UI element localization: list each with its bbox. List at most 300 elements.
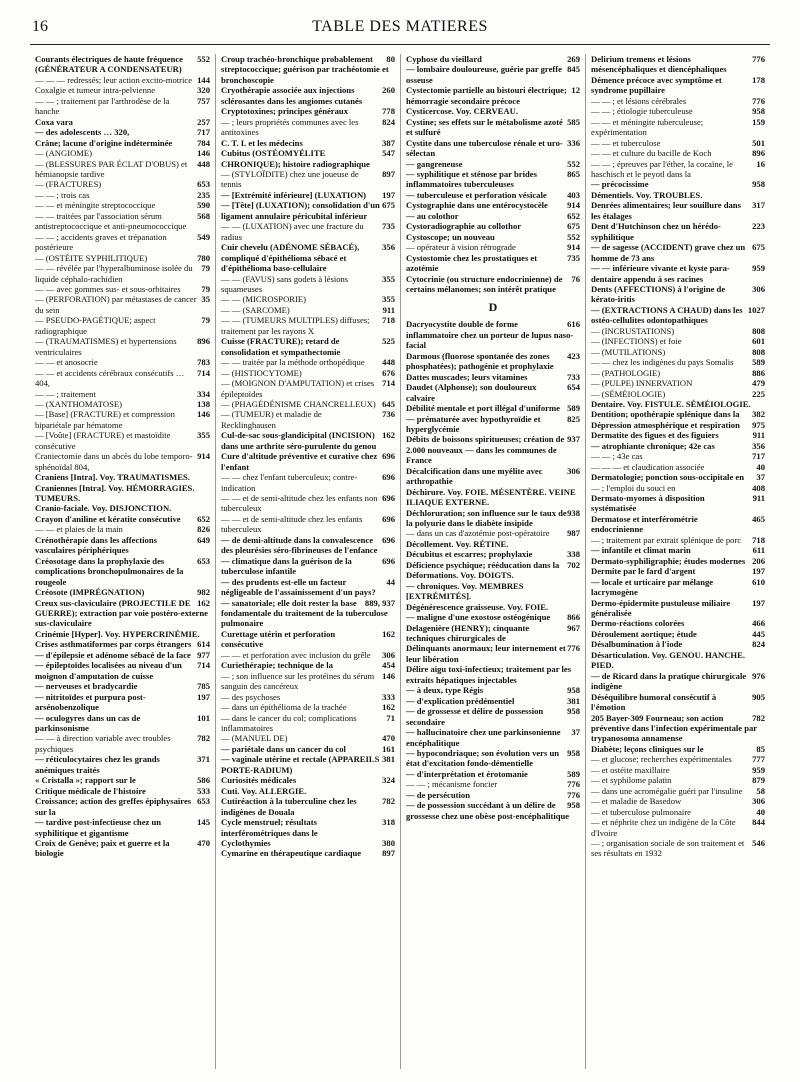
entry-page: 911 — [382, 304, 395, 315]
entry-page: 653 — [197, 796, 210, 807]
entry-page: 501 — [752, 137, 765, 148]
entry-page: 58 — [756, 785, 765, 796]
index-entry — [221, 692, 395, 702]
entry-text: 205 Bayer-309 Fourneau; son action préventive dans l'infection expérimentale par trypanosoma annamense — [591, 712, 757, 744]
index-entry — [406, 64, 580, 85]
entry-page: 959 — [752, 263, 765, 274]
index-entry — [221, 577, 395, 598]
index-entry — [406, 508, 580, 529]
entry-text: — (INFECTIONS) et foie — [591, 336, 682, 347]
index-entry — [221, 733, 395, 743]
entry-text: Dermatose et interférométrie endocrinienne — [591, 513, 698, 535]
entry-page: 101 — [197, 712, 210, 723]
index-entry — [35, 681, 210, 691]
entry-text: — des psychoses — [221, 691, 281, 702]
index-entry — [221, 754, 395, 775]
index-entry — [406, 664, 580, 685]
entry-page: 257 — [197, 116, 210, 127]
index-entry — [35, 263, 210, 284]
index-entry — [221, 190, 395, 200]
entry-text: Darmous (fluorose spontanée des zones phosphatées); pathogénie et prophylaxie — [406, 350, 554, 372]
index-entry — [406, 779, 580, 789]
entry-text: — infantile et climat marin — [591, 545, 691, 556]
entry-text: — — et anosocrie — [35, 357, 98, 368]
entry-page: 736 — [382, 409, 395, 420]
entry-text: Croup trachéo-bronchique probablement streptococcique; guérison par trachéotomie et bronchoscopie — [221, 54, 389, 85]
entry-page: 146 — [197, 148, 210, 159]
index-entry — [35, 368, 210, 389]
entry-text: — et glucose; recherches expérimentales — [591, 754, 732, 765]
index-entry — [221, 796, 395, 817]
entry-page: 235 — [197, 189, 210, 200]
entry-text: C. T. I. et les médecins — [221, 137, 303, 148]
entry-text: — précocissime — [591, 179, 649, 190]
entry-text: — locale et urticaire par mélange lacrymogène — [591, 576, 714, 598]
entry-page: 589 — [567, 403, 580, 414]
index-entry — [35, 190, 210, 200]
entry-page: 653 — [197, 555, 210, 566]
entry-text: — — ; traitement — [35, 388, 96, 399]
index-entry — [591, 493, 765, 514]
entry-page: 138 — [197, 398, 210, 409]
entry-page: 590 — [197, 200, 210, 211]
index-column-4 — [585, 54, 770, 1069]
index-entry — [591, 618, 765, 628]
index-entry — [591, 399, 765, 409]
index-entry — [35, 409, 210, 430]
entry-text: Débilité mentale et port illégal d'uniforme — [406, 403, 560, 414]
entry-page: 717 — [197, 127, 210, 138]
index-entry — [35, 85, 210, 95]
index-entry — [35, 148, 210, 158]
index-entry — [35, 451, 210, 472]
entry-text: Curettage utérin et perforation consécutive — [221, 628, 336, 650]
entry-text: — [Voûte] (FRACTURE) et mastoïdite consécutive — [35, 430, 171, 451]
entry-page: 982 — [197, 587, 210, 598]
entry-text: — gangreneuse — [406, 158, 463, 169]
entry-page: 616 — [567, 319, 580, 330]
index-entry — [406, 85, 580, 106]
index-entry — [406, 602, 580, 612]
entry-text: — — et plaies de la main — [35, 524, 123, 535]
entry-text: Curiosités médicales — [221, 775, 297, 786]
index-entry — [35, 75, 210, 85]
index-entry — [35, 483, 210, 504]
index-entry — [406, 706, 580, 727]
entry-text: — et maladie de Basedow — [591, 796, 682, 807]
entry-text: — ; traitement par extrait splénique de porc — [591, 534, 742, 545]
index-entry — [35, 639, 210, 649]
entry-text: — — ; trois cas — [35, 189, 90, 200]
entry-page: 696 — [382, 534, 395, 545]
entry-page: 776 — [567, 779, 580, 790]
entry-page: 454 — [382, 660, 395, 671]
entry-text: Dattes muscades; leurs vitamines — [406, 371, 528, 382]
entry-page: 717 — [752, 451, 765, 462]
entry-text: Cure d'altitude préventive et curative chez l'enfant — [221, 451, 378, 472]
entry-page: 324 — [382, 775, 395, 786]
entry-page: 652 — [567, 210, 580, 221]
entry-text: — (STYLOÏDITE) chez une joueuse de tennis — [221, 168, 359, 190]
entry-text: — climatique dans la guérison de la tuberculose infantile — [221, 555, 352, 577]
entry-text: Cystine; ses effets sur le métabolisme azoté et sulfuré — [406, 116, 563, 138]
index-entry — [35, 713, 210, 734]
entry-text: — ; l'emploi du souci en — [591, 482, 676, 493]
entry-page: 782 — [752, 712, 765, 723]
entry-page: 911 — [752, 430, 765, 441]
entry-text: Dacryocystite double de forme inflammatoire chez un porteur de lupus naso-facial — [406, 319, 574, 351]
entry-text: Cymarine en thérapeutique cardiaque — [221, 848, 362, 859]
entry-page: 696 — [382, 555, 395, 566]
index-entry — [406, 487, 580, 508]
index-entry — [221, 169, 395, 190]
index-entry — [221, 106, 395, 116]
entry-page: 914 — [197, 451, 210, 462]
entry-page: 162 — [382, 628, 395, 639]
index-entry — [591, 639, 765, 649]
entry-text: — (SÉMÉIOLOGIE) — [591, 388, 666, 399]
index-entry — [406, 159, 580, 169]
entry-page: 333 — [382, 691, 395, 702]
entry-page: 144 — [197, 74, 210, 85]
index-entry — [591, 263, 765, 284]
entry-text: Créosote (IMPRÉGNATION) — [35, 587, 145, 598]
entry-page: 675 — [382, 200, 395, 211]
entry-text: — [Tête] (LUXATION); consolidation d'un ligament annulaire péricubital inférieur — [221, 200, 380, 221]
entry-text: — (HISTIOCYTOME) — [221, 367, 302, 378]
entry-text: — (FRACTURES) — [35, 179, 102, 190]
entry-text: Crayon d'aniline et kératite consécutive — [35, 513, 181, 524]
entry-text: — — et méningite streptococcique — [35, 200, 156, 211]
index-entry — [35, 650, 210, 660]
entry-text: — nerveuses et bradycardie — [35, 681, 138, 692]
entry-page: 40 — [756, 806, 765, 817]
entry-page: 525 — [382, 336, 395, 347]
index-entry — [221, 221, 395, 242]
entry-page: 470 — [382, 733, 395, 744]
index-entry — [591, 566, 765, 576]
entry-page: 958 — [752, 106, 765, 117]
entry-page: 162 — [382, 702, 395, 713]
entry-text: — de sagesse (ACCIDENT) grave chez un homme de 73 ans — [591, 242, 746, 263]
index-entry — [35, 629, 210, 639]
entry-text: — et ostéite maxillaire — [591, 764, 670, 775]
entry-text: — — (SARCOME) — [221, 304, 290, 315]
index-entry — [221, 598, 395, 629]
index-entry — [35, 692, 210, 713]
entry-page: 470 — [197, 837, 210, 848]
entry-page: 547 — [382, 148, 395, 159]
entry-text: — (TUMEUR) et maladie de Recklinghausen — [221, 409, 322, 430]
index-entry — [221, 274, 395, 295]
entry-text: — — (MICROSPORIE) — [221, 294, 306, 305]
page-title: TABLE DES MATIERES — [312, 18, 488, 35]
entry-text: Cycle menstruel; résultats interférométriques dans le — [221, 817, 318, 838]
index-entry — [35, 733, 210, 754]
index-entry — [221, 378, 395, 399]
index-entry — [591, 242, 765, 263]
entry-page: 387 — [382, 137, 395, 148]
entry-page: 958 — [567, 800, 580, 811]
index-entry — [406, 138, 580, 159]
entry-text: — (INCRUSTATIONS) — [591, 325, 675, 336]
index-entry — [35, 838, 210, 859]
entry-page: 356 — [382, 242, 395, 253]
index-entry — [591, 54, 765, 75]
entry-page: 408 — [752, 482, 765, 493]
entry-page: 71 — [386, 712, 395, 723]
entry-page: 844 — [752, 817, 765, 828]
index-entry — [35, 399, 210, 409]
entry-text: — d'explication prédémentiel — [406, 695, 515, 706]
entry-page: 178 — [752, 74, 765, 85]
index-entry — [35, 357, 210, 367]
entry-text: Déchirure. Voy. FOIE. MÉSENTÈRE. VEINE ILIAQUE EXTERNE. — [406, 486, 576, 508]
index-entry — [591, 744, 765, 754]
index-entry — [406, 643, 580, 664]
index-column-2 — [215, 54, 400, 1069]
index-entry — [406, 570, 580, 580]
entry-text: Décalcification dans une myélite avec arthropathie — [406, 465, 543, 487]
entry-page: 552 — [567, 231, 580, 242]
entry-text: Craniectomie dans un abcès du lobe temporo-sphénoïdal 804, — [35, 451, 193, 472]
entry-text: — chroniques. Voy. MEMBRES [EXTRÉMITÉS]. — [406, 580, 524, 602]
entry-text: — ; organisation sociale de son traitement et ses résultats en 1932 — [591, 837, 745, 859]
entry-text: — au colothor — [406, 210, 459, 221]
entry-text: Cystoradiographie au collothor — [406, 221, 522, 232]
index-entry — [406, 800, 580, 821]
entry-page: 937 — [567, 434, 580, 445]
index-entry — [591, 838, 765, 859]
entry-text: Décollement. Voy. RÉTINE. — [406, 538, 509, 549]
index-entry — [35, 598, 210, 629]
index-entry — [406, 528, 580, 538]
entry-text: Cystoscope; un nouveau — [406, 231, 495, 242]
index-entry — [591, 378, 765, 388]
index-entry — [406, 748, 580, 769]
index-entry — [221, 85, 395, 106]
entry-page: 197 — [752, 566, 765, 577]
entry-text: — (ANGIOME) — [35, 148, 93, 159]
entry-text: — — ; 43e cas — [591, 451, 643, 462]
entry-text: Cystite dans une tuberculose rénale et uro-sélectan — [406, 137, 563, 159]
entry-text: Curiethérapie; technique de la — [221, 660, 333, 671]
entry-text: — — chez les indigènes du pays Somalis — [591, 357, 734, 368]
entry-page: 914 — [567, 200, 580, 211]
entry-text: — — traitée par la méthode orthopédique — [221, 357, 365, 368]
entry-page: 320 — [197, 85, 210, 96]
entry-page: 967 — [567, 622, 580, 633]
entry-page: 371 — [197, 754, 210, 765]
index-entry — [35, 535, 210, 556]
entry-page: 225 — [752, 388, 765, 399]
entry-page: 381 — [567, 695, 580, 706]
index-entry — [35, 817, 210, 838]
index-entry — [35, 556, 210, 587]
entry-page: 306 — [752, 796, 765, 807]
entry-page: 897 — [382, 168, 395, 179]
entry-page: 696 — [382, 472, 395, 483]
entry-text: — prématurée avec hypothyroïdie et hyperglycémie — [406, 413, 541, 434]
entry-text: Coxalgie et tumeur intra-pelvienne — [35, 85, 156, 96]
entry-page: 886 — [752, 367, 765, 378]
entry-text: — — — redressés; leur action excito-motrice — [35, 74, 193, 85]
entry-page: 338 — [567, 549, 580, 560]
index-entry — [591, 305, 765, 326]
entry-page: 889, 937 — [364, 597, 395, 608]
entry-page: 938 — [567, 507, 580, 518]
entry-text: — atrophiante chronique; 42e cas — [591, 440, 715, 451]
index-entry — [591, 138, 765, 148]
entry-page: 735 — [382, 221, 395, 232]
index-entry — [221, 535, 395, 556]
entry-page: 269 — [567, 54, 580, 64]
entry-text: — (PULPE) INNERVATION — [591, 378, 693, 389]
entry-text: Daudet (Alphonse); son douloureux calvaire — [406, 382, 537, 403]
index-entry — [35, 54, 210, 75]
entry-page: 465 — [752, 513, 765, 524]
index-entry — [591, 179, 765, 189]
index-entry — [591, 765, 765, 775]
index-entry — [591, 441, 765, 451]
entry-page: 785 — [197, 681, 210, 692]
index-entry — [591, 451, 765, 461]
entry-page: 824 — [382, 116, 395, 127]
entry-text: — — ; accidents graves et trépanation postérieure — [35, 231, 167, 253]
index-entry — [35, 200, 210, 210]
entry-text: — — et méningite tuberculeuse; expérimentation — [591, 116, 704, 138]
entry-page: 958 — [567, 685, 580, 696]
index-entry — [221, 451, 395, 472]
entry-text: — de persécution — [406, 789, 470, 800]
index-entry — [406, 769, 580, 779]
index-entry — [591, 389, 765, 399]
entry-page: 1027 — [747, 304, 765, 315]
entry-text: — — ; traitement par l'arthrodèse de la hanche — [35, 95, 170, 117]
index-entry — [591, 96, 765, 106]
entry-text: — — inférieure vivante et kyste para-dentaire appendu à ses racines — [591, 263, 730, 284]
entry-page: 197 — [752, 597, 765, 608]
index-entry — [221, 493, 395, 514]
entry-text: Cutiréaction à la tuberculine chez les indigènes de Douala — [221, 796, 357, 817]
entry-text: Dentaire. Voy. FISTULE. SÉMÉIOLOGIE. — [591, 398, 751, 409]
entry-text: — et syphilome palatin — [591, 775, 672, 786]
entry-page: 44 — [386, 576, 395, 587]
entry-text: Dépression atmosphérique et respiration — [591, 419, 740, 430]
entry-page: 381 — [382, 754, 395, 765]
index-entry — [591, 148, 765, 158]
entry-page: 318 — [382, 817, 395, 828]
entry-page: 783 — [197, 357, 210, 368]
index-entry — [221, 556, 395, 577]
index-entry — [406, 200, 580, 210]
entry-text: — à deux, type Régis — [406, 685, 484, 696]
index-entry — [221, 472, 395, 493]
index-entry — [406, 382, 580, 403]
index-entry — [35, 159, 210, 180]
index-entry — [221, 315, 395, 336]
entry-text: Cul-de-sac sous-glandicipital (INCISION) dans une arthrite séro-purulente du genou — [221, 430, 377, 451]
entry-page: 356 — [752, 440, 765, 451]
entry-text: — — — et claudication associée — [591, 461, 705, 472]
entry-text: Craniennes [Intra]. Voy. HÉMORRAGIES. TUMEURS. — [35, 482, 195, 504]
entry-text: — ; leurs propriétés communes avec les antitoxines — [221, 116, 359, 138]
index-entry — [221, 848, 395, 858]
index-entry — [221, 368, 395, 378]
entry-page: 733 — [567, 371, 580, 382]
entry-text: Dermite par le fard d'argent — [591, 566, 696, 577]
entry-text: Cryothérapie associée aux injections sclérosantes dans les angiomes cutanés — [221, 85, 363, 106]
entry-text: — sanatoriale; elle doit rester la base fondamentale du traitement de la tuberculose pulmonaire — [221, 597, 388, 629]
index-entry — [406, 685, 580, 695]
header-rule — [30, 44, 770, 45]
entry-text: — maligne d'une exostose ostéogénique — [406, 612, 551, 623]
entry-page: 653 — [197, 179, 210, 190]
index-entry — [221, 336, 395, 357]
entry-text: — hallucinatoire chez une parkinsonienne encéphalitique — [406, 727, 561, 748]
entry-text: — syphilitique et sténose par brides inflammatoires tuberculeuses — [406, 168, 537, 190]
entry-text: — — avec gommes sus- et sous-orbitaires — [35, 283, 181, 294]
index-entry — [35, 232, 210, 253]
entry-text: Craniens [Intra]. Voy. TRAUMATISMES. — [35, 472, 190, 483]
entry-text: Décubitus et escarres; prophylaxie — [406, 549, 533, 560]
entry-page: 223 — [752, 221, 765, 232]
entry-text: Dentition; opothérapie splénique dans la — [591, 409, 740, 420]
entry-page: 696 — [382, 513, 395, 524]
index-entry — [591, 200, 765, 221]
entry-text: Dent d'Hutchinson chez un hérédo-syphilitique — [591, 221, 721, 242]
index-entry — [406, 434, 580, 465]
entry-page: 845 — [567, 64, 580, 75]
index-entry — [406, 623, 580, 644]
index-entry — [406, 211, 580, 221]
entry-page: 355 — [382, 294, 395, 305]
entry-text: Creux sus-claviculaire (PROJECTILE DE GUERRE); extraction par voie postéro-externe sus-claviculaire — [35, 597, 208, 629]
entry-text: — — (FAVUS) sans godets à lésions squameuses — [221, 273, 349, 294]
entry-text: — tuberculeuse et perforation vésicale — [406, 189, 547, 200]
index-entry — [35, 117, 210, 127]
entry-page: 645 — [382, 398, 395, 409]
entry-page: 35 — [201, 294, 210, 305]
entry-text: Cystostomie chez les prostatiques et azotémie — [406, 252, 538, 274]
entry-text: Critique médicale de l'histoire — [35, 785, 146, 796]
entry-page: 161 — [382, 743, 395, 754]
entry-text: Cystographie dans une entérocystocèle — [406, 200, 548, 211]
index-entry — [35, 138, 210, 148]
entry-page: 162 — [197, 597, 210, 608]
index-entry — [591, 336, 765, 346]
entry-page: 675 — [752, 242, 765, 253]
index-entry — [35, 294, 210, 315]
entry-page: 146 — [382, 670, 395, 681]
index-entry — [221, 430, 395, 451]
entry-page: 79 — [201, 315, 210, 326]
index-entry — [591, 796, 765, 806]
entry-text: — — et accidents cérébraux consécutifs … 404, — [35, 367, 185, 389]
entry-text: Courants électriques de haute fréquence (GÉNÉRATEUR A CONDENSATEUR) — [35, 54, 183, 75]
index-entry — [221, 786, 395, 796]
entry-text: — (MUTILATIONS) — [591, 346, 666, 357]
entry-page: 808 — [752, 325, 765, 336]
entry-page: 782 — [382, 796, 395, 807]
entry-page: 80 — [386, 54, 395, 64]
index-column-3 — [400, 54, 585, 1069]
index-entry — [221, 650, 395, 660]
entry-page: 896 — [197, 336, 210, 347]
entry-page: 866 — [567, 612, 580, 623]
entry-page: 776 — [567, 643, 580, 654]
entry-text: Dents (AFFECTIONS) à l'origine de kérato-iritis — [591, 283, 726, 305]
